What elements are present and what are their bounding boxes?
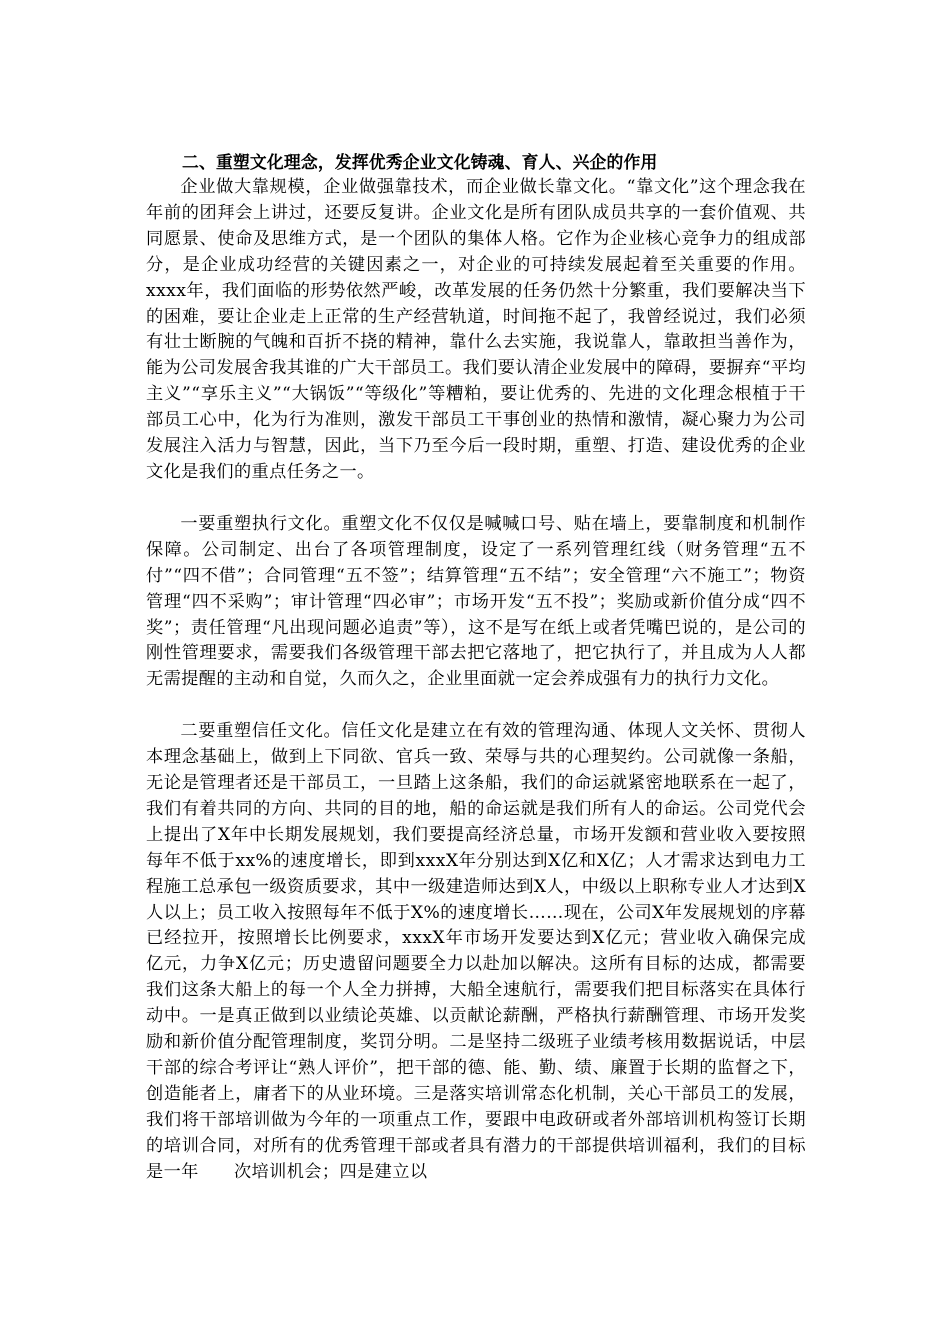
paragraph-gap [146,486,806,512]
section-heading: 二、重塑文化理念，发挥优秀企业文化铸魂、育人、兴企的作用 [182,152,658,172]
paragraph-execution-culture: 一要重塑执行文化。重塑文化不仅仅是喊喊口号、贴在墙上，要靠制度和机制作保障。公司制定、出台了各项管理制度，设定了一系列管理红线（财务管理“五不付”“四不借”；合同管理“五不签”；结算管理“五不结”；安全管理“六不施工”；物资管理“四不采购”；审计管理“四必审”；市场开发“五不投”；奖励或新价值分成“四不奖”；责任管理“凡出现问题必追责”等），这不是写在纸上或者凭嘴巴说的，是公司的刚性管理要求，需要我们各级管理干部去把它落地了，把它执行了，并且成为人人都无需提醒的主动和自觉，久而久之，企业里面就一定会养成强有力的执行力文化。 [146,513,806,690]
document-page [146,150,842,1186]
paragraph-gap [146,693,806,719]
paragraph-trust-culture: 二要重塑信任文化。信任文化是建立在有效的管理沟通、体现人文关怀、贯彻人本理念基础上，做到上下同欲、官兵一致、荣辱与共的心理契约。公司就像一条船，无论是管理者还是干部员工，一旦踏上这条船，我们的命运就紧密地联系在一起了，我们有着共同的方向、共同的目的地，船的命运就是我们所有人的命运。公司党代会上提出了X年中长期发展规划，我们要提高经济总量，市场开发额和营业收入要按照每年不低于xx%的速度增长，即到xxxX年分别达到X亿和X亿；人才需求达到电力工程施工总承包一级资质要求，其中一级建造师达到X人，中级以上职称专业人才达到X人以上；员工收入按照每年不低于X%的速度增长……现在，公司X年发展规划的序幕已经拉开，按照增长比例要求，xxxX年市场开发要达到X亿元；营业收入确保完成 亿元，力争X亿元；历史遗留问题要全力以赴加以解决。这所有目标的达成，都需要我们这条大船上的每一个人全力拼搏，大船全速航行，需要我们把目标落实在具体行动中。一是真正做到以业绩论英雄、以贡献论薪酬，严格执行薪酬管理、市场开发奖励和新价值分配管理制度，奖罚分明。二是坚持二级班子业绩考核用数据说话，中层干部的综合考评让“熟人评价”，把干部的德、能、勤、绩、廉置于长期的监督之下，创造能者上，庸者下的从业环境。三是落实培训常态化机制，关心干部员工的发展，我们将干部培训做为今年的一项重点工作，要跟中电政研或者外部培训机构签订长期的培训合同，对所有的优秀管理干部或者具有潜力的干部提供培训福利，我们的目标是一年 次培训机会；四是建立以 [146,721,842,1182]
paragraph-corporate-culture: 企业做大靠规模，企业做强靠技术，而企业做长靠文化。“靠文化”这个理念我在年前的团拜会上讲过，还要反复讲。企业文化是所有团队成员共享的一套价值观、共同愿景、使命及思维方式，是一个团队的集体人格。它作为企业核心竞争力的组成部分，是企业成功经营的关键因素之一，对企业的可持续发展起着至关重要的作用。xxxx年，我们面临的形势依然严峻，改革发展的任务仍然十分繁重，我们要解决当下的困难，要让企业走上正常的生产经营轨道，时间拖不起了，我曾经说过，我们必须有壮士断腕的气魄和百折不挠的精神，靠什么去实施，我说靠人，靠敢担当善作为，能为公司发展舍我其谁的广大干部员工。我们要认清企业发展中的障碍，要摒弃“平均主义”“享乐主义”“大锅饭”“等级化”等糟粕，要让优秀的、先进的文化理念根植于干部员工心中，化为行为准则，激发干部员工干事创业的热情和激情，凝心聚力为公司发展注入活力与智慧，因此，当下乃至今后一段时期，重塑、打造、建设优秀的企业文化是我们的重点任务之一。 [146,177,806,482]
